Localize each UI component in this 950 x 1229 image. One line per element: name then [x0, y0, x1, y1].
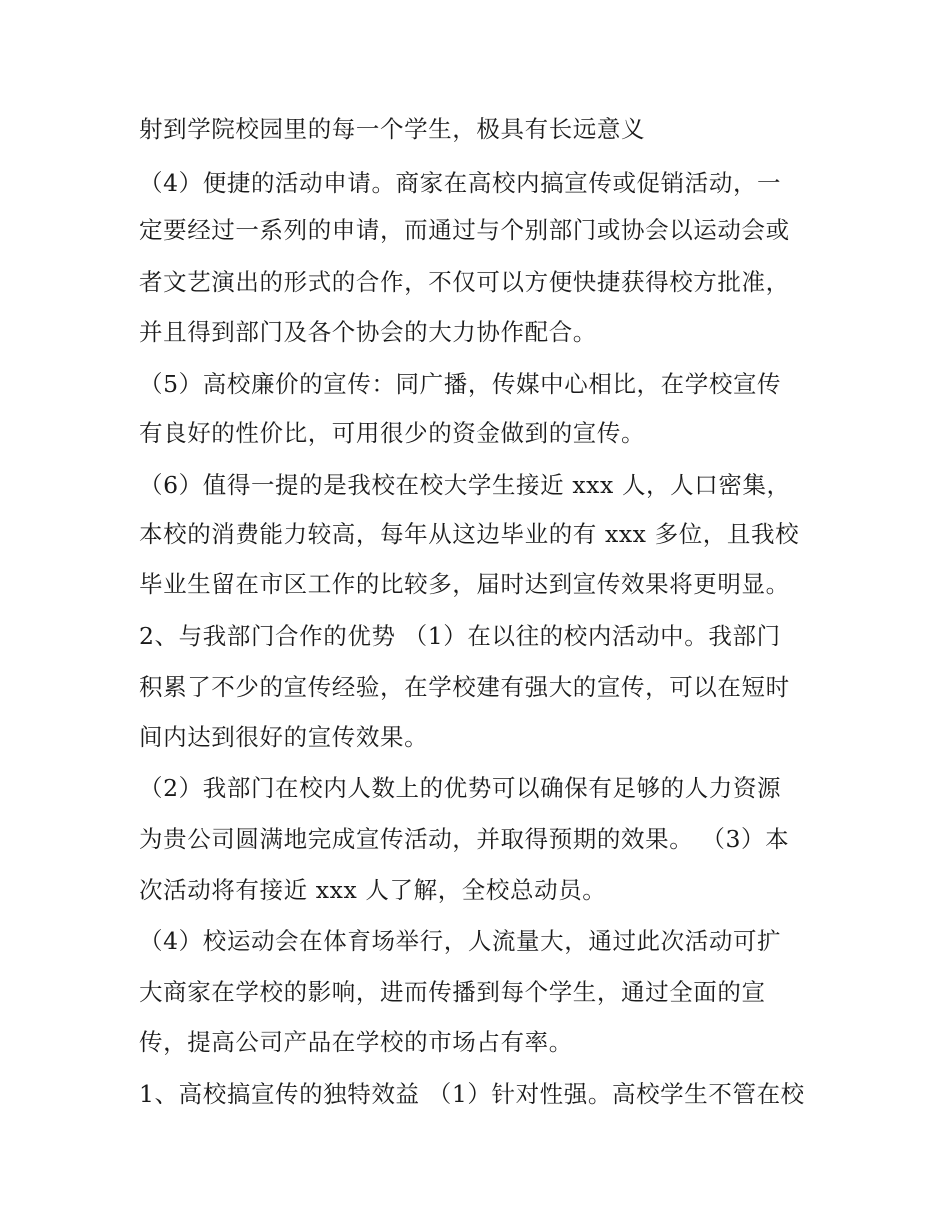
text-line-20: 1、高校搞宣传的独特效益 （1）针对性强。高校学生不管在校 — [139, 1080, 805, 1108]
text-line-15: 为贵公司圆满地完成宣传活动，并取得预期的效果。 （3）本 — [139, 825, 790, 853]
text-line-1: 射到学院校园里的每一个学生，极具有长远意义 — [139, 115, 646, 143]
text-line-14: （2）我部门在校内人数上的优势可以确保有足够的人力资源 — [139, 774, 782, 802]
text-line-10: 毕业生留在市区工作的比较多，届时达到宣传效果将更明显。 — [139, 570, 790, 598]
text-line-6: （5）高校廉价的宣传：同广播，传媒中心相比，在学校宣传 — [139, 370, 782, 398]
text-line-11: 2、与我部门合作的优势 （1）在以往的校内活动中。我部门 — [139, 622, 781, 650]
text-line-17: （4）校运动会在体育场举行，人流量大，通过此次活动可扩 — [139, 927, 782, 955]
text-line-7: 有良好的性价比，可用很少的资金做到的宣传。 — [139, 419, 646, 447]
text-line-3: 定要经过一系列的申请，而通过与个别部门或协会以运动会或 — [139, 216, 790, 244]
text-line-5: 并且得到部门及各个协会的大力协作配合。 — [139, 318, 597, 346]
text-line-18: 大商家在学校的影响，进而传播到每个学生，通过全面的宣 — [139, 978, 766, 1006]
text-line-16: 次活动将有接近 xxx 人了解，全校总动员。 — [139, 876, 607, 904]
text-line-2: （4）便捷的活动申请。商家在高校内搞宣传或促销活动，一 — [139, 169, 782, 197]
text-line-9: 本校的消费能力较高，每年从这边毕业的有 xxx 多位，且我校 — [139, 520, 800, 548]
text-line-8: （6）值得一提的是我校在校大学生接近 xxx 人，人口密集， — [139, 471, 791, 499]
text-line-19: 传，提高公司产品在学校的市场占有率。 — [139, 1028, 573, 1056]
text-line-12: 积累了不少的宣传经验，在学校建有强大的宣传，可以在短时 — [139, 673, 790, 701]
text-line-13: 间内达到很好的宣传效果。 — [139, 723, 429, 751]
text-line-4: 者文艺演出的形式的合作，不仅可以方便快捷获得校方批准， — [139, 268, 790, 296]
